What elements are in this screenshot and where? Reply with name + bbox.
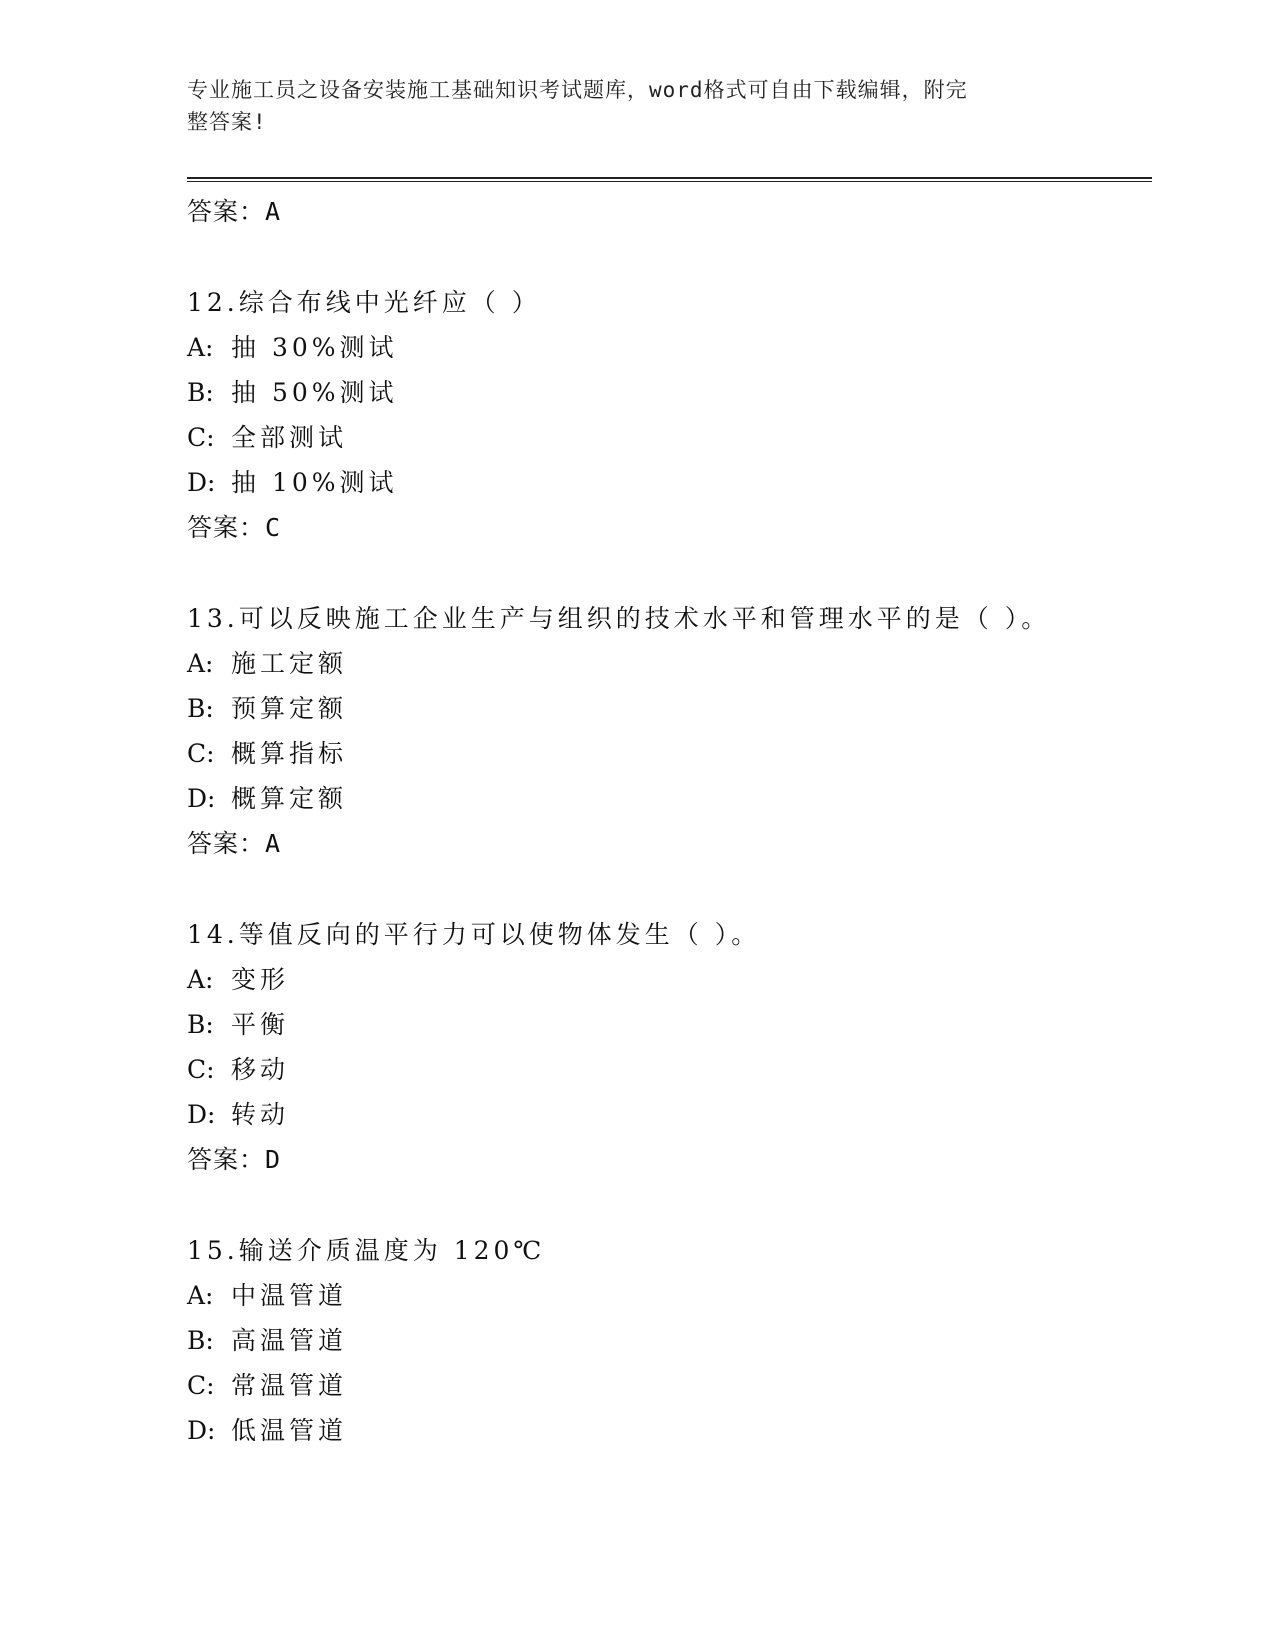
option-text: 转动: [231, 1100, 290, 1129]
option-text: 施工定额: [231, 649, 348, 678]
question-title: 12.综合布线中光纤应（ ）: [187, 288, 541, 317]
option-text: 低温管道: [231, 1416, 348, 1445]
option-key: D:: [187, 1100, 216, 1129]
option-key: C:: [187, 423, 215, 452]
question-title: 15.输送介质温度为 120℃: [187, 1236, 546, 1265]
option-c: [187, 415, 1147, 460]
option-key: B:: [187, 694, 214, 723]
option-key: A:: [187, 965, 214, 994]
option-c: [187, 1047, 1147, 1092]
option-key: A:: [187, 1281, 214, 1310]
option-d: [187, 460, 1147, 505]
option-text: 中温管道: [231, 1281, 348, 1310]
option-a: [187, 957, 1147, 1002]
answer-line: 答案：A: [187, 829, 282, 858]
option-key: B:: [187, 1326, 214, 1355]
answer-line: 答案：A: [187, 197, 282, 226]
option-text: 全部测试: [231, 423, 348, 452]
option-a: [187, 1273, 1147, 1318]
option-key: D:: [187, 784, 216, 813]
spacer: [187, 550, 1147, 596]
option-text: 抽 50%测试: [231, 378, 398, 407]
option-text: 常温管道: [231, 1371, 348, 1400]
option-key: B:: [187, 378, 214, 407]
option-b: [187, 686, 1147, 731]
page-header: [187, 74, 1067, 138]
option-text: 预算定额: [231, 694, 348, 723]
option-b: [187, 370, 1147, 415]
spacer: [187, 1182, 1147, 1228]
option-d: [187, 1092, 1147, 1137]
spacer: [187, 234, 1147, 280]
header-divider: [187, 177, 1152, 182]
option-text: 变形: [231, 965, 290, 994]
option-key: D:: [187, 468, 216, 497]
option-text: 移动: [231, 1055, 290, 1084]
answer-line: 答案：C: [187, 513, 282, 542]
option-key: C:: [187, 739, 215, 768]
option-text: 抽 30%测试: [231, 333, 398, 362]
question-list: [187, 189, 1147, 1453]
option-text: 概算定额: [231, 784, 348, 813]
option-text: 概算指标: [231, 739, 348, 768]
spacer: [187, 866, 1147, 912]
option-key: C:: [187, 1055, 215, 1084]
question-title: 13.可以反映施工企业生产与组织的技术水平和管理水平的是（ ）。: [187, 604, 1051, 633]
option-a: [187, 325, 1147, 370]
option-d: [187, 1408, 1147, 1453]
option-key: A:: [187, 333, 214, 362]
answer-line: 答案：D: [187, 1145, 282, 1174]
option-c: [187, 731, 1147, 776]
question-title: 14.等值反向的平行力可以使物体发生（ ）。: [187, 920, 761, 949]
option-b: [187, 1002, 1147, 1047]
header-line-2: 整答案!: [187, 110, 267, 134]
option-key: B:: [187, 1010, 214, 1039]
option-c: [187, 1363, 1147, 1408]
header-line-1: 专业施工员之设备安装施工基础知识考试题库，word格式可自由下载编辑，附完: [187, 78, 968, 102]
option-a: [187, 641, 1147, 686]
option-b: [187, 1318, 1147, 1363]
option-key: C:: [187, 1371, 215, 1400]
option-text: 高温管道: [231, 1326, 348, 1355]
option-d: [187, 776, 1147, 821]
option-key: A:: [187, 649, 214, 678]
option-text: 平衡: [231, 1010, 290, 1039]
option-text: 抽 10%测试: [231, 468, 398, 497]
option-key: D:: [187, 1416, 216, 1445]
